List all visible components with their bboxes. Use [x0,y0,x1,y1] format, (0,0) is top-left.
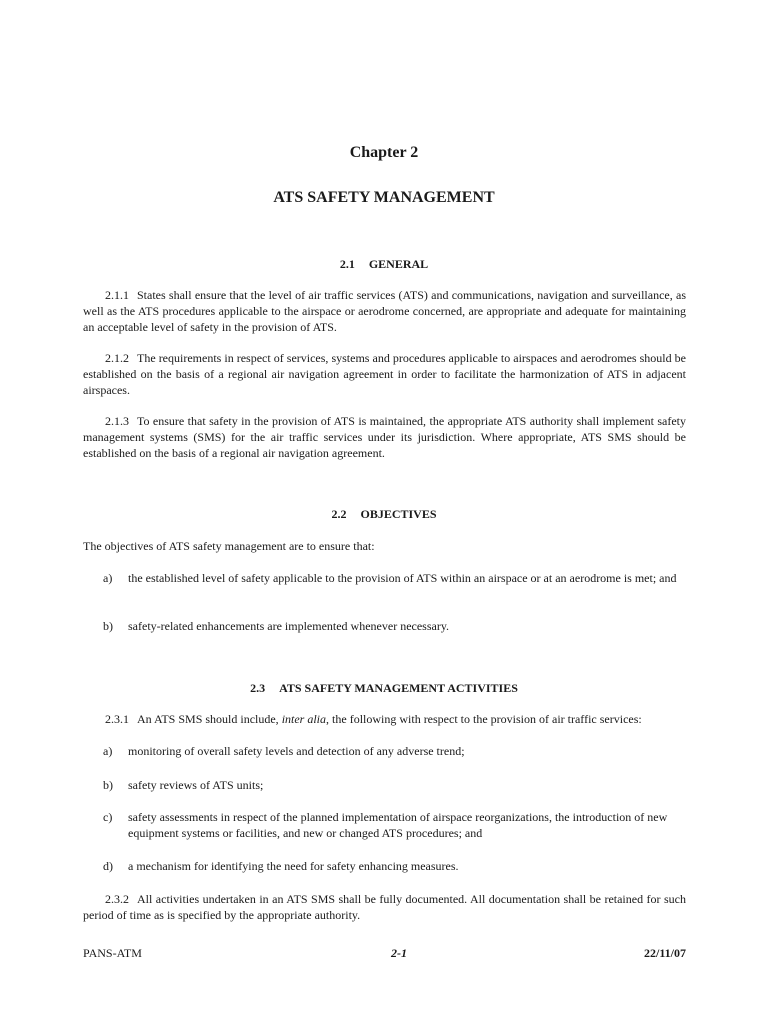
paragraph-number: 2.1.1 [105,288,129,302]
paragraph-text: The requirements in respect of services, systems and procedures applicable to airspaces and aerodromes should be established on the basis of a regional air navigation agreement in order to facilitate the harmonization of ATS in adjacent airspaces. [83,351,686,397]
paragraph-2-3-2 [83,891,686,923]
section-heading-2-2 [0,506,768,522]
list-item [83,618,686,634]
footer-document-name: PANS-ATM [83,946,142,960]
list-item [83,743,686,759]
list-item-text: safety assessments in respect of the planned implementation of airspace reorganizations, the introduction of new equipment systems or facilities, and new or changed ATS procedures; and [128,810,668,840]
list-item [83,777,686,793]
paragraph-number: 2.1.2 [105,351,129,365]
list-item-text: safety reviews of ATS units; [128,778,264,792]
paragraph-number: 2.1.3 [105,414,129,428]
paragraph-text-italic: inter alia [281,712,327,726]
list-item [83,858,686,874]
chapter-title: Chapter 2 [349,144,419,161]
paragraph-2-1-3 [83,413,686,461]
list-item-label: d) [103,859,113,873]
list-item-label: a) [103,571,113,585]
section-title: OBJECTIVES [360,507,437,521]
paragraph-text-end: , the following with respect to the provision of air traffic services: [326,712,642,726]
paragraph-text: All activities undertaken in an ATS SMS shall be fully documented. All documentation shall be retained for such period of time as is specified by the appropriate authority. [83,892,686,922]
section-heading-2-3 [0,680,768,696]
paragraph-2-1-2 [83,350,686,398]
section-title: GENERAL [368,257,429,271]
section-number: 2.2 [331,507,347,521]
paragraph-text: To ensure that safety in the provision of ATS is maintained, the appropriate ATS authority shall implement safety management systems (SMS) for the air traffic services under its jurisdiction. Where appropriate, ATS SMS should be established on the basis of a regional air navigation agreement. [83,414,686,460]
list-item [83,570,686,586]
list-item-text: a mechanism for identifying the need for safety enhancing measures. [128,859,459,873]
list-item-label: c) [103,810,113,824]
list-item-text: safety-related enhancements are implemented whenever necessary. [128,619,450,633]
section-heading-2-1 [0,256,768,272]
paragraph-2-1-1 [83,287,686,335]
paragraph-text-start: An ATS SMS should include, [137,712,282,726]
paragraph-number: 2.3.2 [105,892,129,906]
list-item-text: the established level of safety applicable to the provision of ATS within an airspace or at an aerodrome is met; and [128,571,677,585]
footer-page-number: 2-1 [391,946,407,960]
list-item [83,809,686,841]
paragraph-2-3-1 [83,711,686,727]
section-number: 2.3 [250,681,266,695]
section-title: ATS SAFETY MANAGEMENT ACTIVITIES [279,681,518,695]
paragraph-number: 2.3.1 [105,712,129,726]
list-item-label: b) [103,778,113,792]
document-title: ATS SAFETY MANAGEMENT [273,189,495,206]
footer-date: 22/11/07 [643,946,686,960]
list-item-text: monitoring of overall safety levels and detection of any adverse trend; [128,744,465,758]
list-item-label: a) [103,744,113,758]
list-item-label: b) [103,619,113,633]
objectives-intro: The objectives of ATS safety management are to ensure that: [83,539,375,553]
section-number: 2.1 [339,257,355,271]
paragraph-text: States shall ensure that the level of air traffic services (ATS) and communications, navigation and surveillance, as well as the ATS procedures applicable to the airspace or aerodrome concerned, are appropriate and adequate for maintaining an acceptable level of safety in the provision of ATS. [83,288,686,334]
